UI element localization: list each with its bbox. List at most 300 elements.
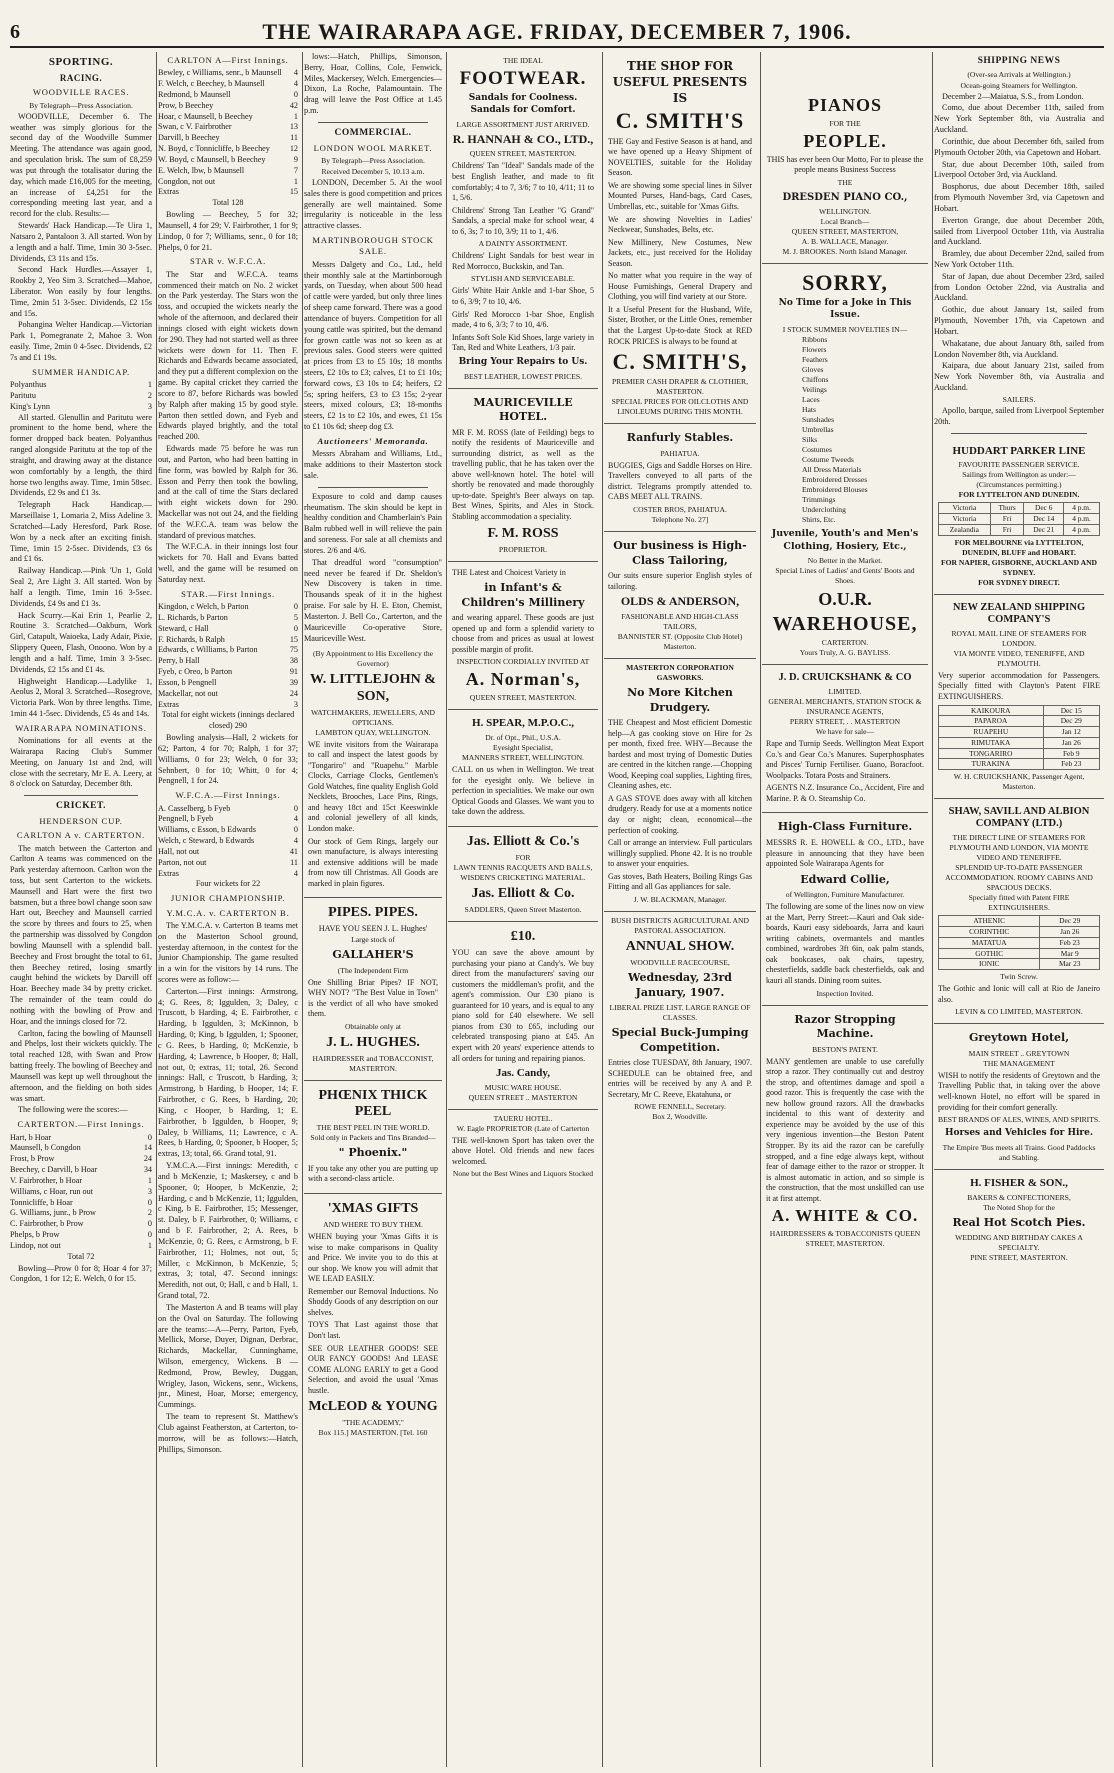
- ad-line: Juvenile, Youth's and Men's Clothing, Hosiery, Etc.,: [771, 528, 919, 552]
- ad-text: WE invite visitors from the Wairarapa to call and inspect the latest goods by "Tongariro" and "Ruapehu." Marble Clocks, Carriage Clocks, Gentlemen's Gold Watches, fine quality English Gold Necklets, Brooches, Lace Pins, Rings, and heavy 18ct and 15ct Keeswinkle and colonial jewellery of all kinds, London make.: [308, 739, 438, 834]
- ad-line: FOR NAPIER, GISBORNE, AUCKLAND AND SYDNEY.: [940, 557, 1098, 577]
- ad-hughes-pipes: [304, 898, 442, 1081]
- ad-headline: NEW ZEALAND SHIPPING COMPANY'S: [952, 601, 1086, 625]
- ad-headline: Razor Stropping Machine.: [794, 1012, 896, 1041]
- ad-line: (Circumstances permitting.): [976, 480, 1062, 490]
- ad-howell-furniture: [762, 813, 928, 1005]
- scorecard-heading: CARTERTON.—First Innings.: [17, 1119, 145, 1130]
- ad-line: FOR LYTTELTON AND DUNEDIN.: [958, 490, 1080, 500]
- ad-headline: H. SPEAR, M.P.O.C.,: [472, 717, 574, 730]
- ad-line: THE BEST PEEL IN THE WORLD.: [316, 1123, 430, 1133]
- paragraph: Telegraph Hack Handicap.—Marseillaise 1, Lomaria 2, Miss Adeline 3. Scratched—Lady Heresford, Park Rose. Won by a neck after an exciting finish. Time, 1min 15 2-5sec. Dividends, £3 6s and £1 6s.: [10, 500, 152, 564]
- paragraph: The Y.M.C.A. v. Carterton B teams met on the Masterton School ground, yesterday afternoon, in the contest for the Junior Championship. The game resulted in a win for the visitors by 14 runs. The scores were as follow:—: [158, 920, 298, 984]
- ad-text: It a Useful Present for the Husband, Wife, Sister, Brother, or the Little Ones, remember that the Largest Up-to-date Stock at RED ROCK PRICES is always to be found at: [608, 304, 752, 346]
- score-row: Steward, c Hall 0: [158, 623, 298, 633]
- table-row: CORINTHIC Jan 26: [939, 927, 1100, 938]
- ad-line: INSPECTION CORDIALLY INVITED AT: [456, 657, 590, 667]
- column-ads-a: [448, 52, 603, 1767]
- paragraph: Y.M.C.A.—First innings: Meredith, c and b McKenzie, 1; Maskersey, c and b Spooner, 0; Hooper, b McKenzie, 2; Harding, c and b McKenzie, 11; Iggulden, c King, b E. Fairbrother, 15; Messenger, st. Daley, b F. Fairbrother, 0; Williams, c and b F. Fairbrother, 2; A. Rees, b McKenzie, 0; G. Rees, c Armstrong, b F. Fairbrother, 11; Holmes, not out, 5; Miller, c McKinnon, b McKenzie, 5; extras, 3; total, 47. Second innings: Meredith, not out, 0; Hall, c and b Hall, 1. Grand total, 72.: [158, 1161, 298, 1301]
- ad-headline: HUDDART PARKER LINE: [952, 444, 1086, 457]
- scorecard: [10, 1133, 152, 1252]
- ad-line: PAHIATUA.: [660, 448, 700, 458]
- ad-text: TOYS That Last against those that Don't last.: [308, 1320, 438, 1340]
- ad-line: HAIRDRESSER and TOBACCONIST, MASTERTON.: [312, 1054, 434, 1074]
- score-row: C. Fairbrother, b Prow 0: [10, 1219, 152, 1229]
- ad-text: The Gothic and Ionic will call at Rio de Janeiro also.: [938, 984, 1100, 1004]
- ad-line: THE IDEAL: [503, 56, 543, 65]
- ad-text: YOU can save the above amount by purchasing your piano at Candy's. We buy direct from the manufacturers' saving our customers the middleman's profit, and the agent's commission. Our £30 piano is guaranteed for 10 years, and is equal to any piano sold for £40 elsewhere. We sell pianos from £30 to £65, including our celebrated transposing piano at £45. An expert with 20 years' experience attends to all orders for tuning and repairing pianos.: [452, 948, 594, 1063]
- paragraph: Nominations for all events at the Wairarapa Racing Club's Summer Meeting, on January 1st and 2nd, will close with the secretary, Mr E. A. Leery, at 8 o'clock on Saturday, December 8th.: [10, 736, 152, 789]
- ad-headline: High-Class Furniture.: [777, 820, 913, 834]
- ad-headline: Greytown Hotel,: [968, 1031, 1070, 1045]
- results-list: [10, 380, 152, 412]
- list-item: Shirts, Etc.: [802, 515, 836, 525]
- paragraph: Corinthic, due about December 6th, sailed from Plymouth October 20th, via Capetown and Hobart.: [934, 136, 1104, 157]
- ad-line: FAVOURITE PASSENGER SERVICE.: [958, 460, 1080, 470]
- article-subtitle: SUMMER HANDICAP.: [32, 366, 130, 377]
- ad-line: WOODVILLE RACECOURSE,: [630, 958, 730, 967]
- ad-line: BAKERS & CONFECTIONERS,: [967, 1192, 1071, 1202]
- page-number: 6: [10, 20, 20, 43]
- scorecard: [158, 602, 298, 710]
- ad-line: CARTERTON.: [821, 638, 869, 648]
- ad-smith-presents: [604, 52, 756, 424]
- section-heading-shipping: SHIPPING NEWS: [977, 56, 1061, 66]
- paragraph: December 2—Maiatua, S.S., from London.: [942, 91, 1084, 101]
- ad-line: No Time for a Joke in This Issue.: [778, 298, 912, 321]
- list-item: Hats: [802, 405, 816, 415]
- ad-line: LIBERAL PRIZE LIST. LARGE RANGE OF CLASSES.: [609, 1003, 751, 1023]
- score-row: Frost, b Prow 24: [10, 1154, 152, 1164]
- ad-headline: in Infant's & Children's Millinery: [461, 581, 585, 609]
- score-row: N. Boyd, c Tonnicliffe, b Beechey 12: [158, 144, 298, 154]
- ad-olds-anderson: [604, 532, 756, 659]
- ad-headline: Jas. Elliott & Co.: [471, 885, 575, 901]
- article-title: JUNIOR CHAMPIONSHIP.: [170, 893, 286, 904]
- list-item: Flowers: [802, 344, 827, 354]
- paragraph: Messrs Abraham and Williams, Ltd., make additions to their Masterton stock sale.: [304, 449, 442, 480]
- ad-headline: WAREHOUSE,: [772, 613, 918, 636]
- table-row: ATHENIC Dec 29: [939, 916, 1100, 927]
- score-row: Welch, c Steward, b Edwards 4: [158, 836, 298, 846]
- table-row: Victoria Thurs Dec 6 4 p.m.: [939, 503, 1100, 514]
- paragraph: Stewards' Hack Handicap.—Te Uira 1, Natsaro 2, Pantaloon 3. All started. Won by a length and a half. Time, 1min 30 3-5sec. Dividends, £3 11s and 15s.: [10, 221, 152, 263]
- ad-line: W. Eagle PROPRIETOR (Late of Carterton: [456, 1123, 590, 1133]
- score-row: Edwards, c Williams, b Parton 75: [158, 645, 298, 655]
- ad-greytown-hotel: [934, 1024, 1104, 1170]
- ad-text: Infants Soft Sole Kid Shoes, large variety in Tan, Red and White Leathers, 1/3 pair.: [452, 332, 594, 353]
- ad-text: Our stock of Gem Rings, largely our own manufacture, is always interesting and extensive additions will be made from now till Christmas. All Goods are marked in plain figures.: [308, 836, 438, 888]
- ad-line: FOR: [515, 852, 531, 862]
- paragraph: Bramley, due about December 22nd, sailed from New York October 11th.: [934, 249, 1104, 269]
- score-total: Total 128: [212, 198, 244, 208]
- ad-headline: J. D. CRUICKSHANK & CO: [778, 672, 912, 684]
- article-title: WOODVILLE RACES.: [32, 87, 130, 98]
- table-row: PAPAROA Dec 29: [939, 716, 1100, 727]
- ad-line: Inspection Invited.: [816, 988, 874, 998]
- steamers-table: [938, 915, 1100, 970]
- ad-line: LAMBTON QUAY, WELLINGTON.: [315, 727, 431, 737]
- paragraph: The following were the scores:—: [18, 1105, 128, 1115]
- result-row: Polyanthus 1: [10, 380, 152, 390]
- table-row: IONIC Mar 23: [939, 959, 1100, 970]
- ad-ranfurly-stables: [604, 424, 756, 532]
- score-row: Perry, b Hall 38: [158, 656, 298, 666]
- ad-headline: SHAW, SAVILL AND ALBION COMPANY (LTD.): [948, 806, 1090, 830]
- score-total: Total for eight wickets (innings declared closed) 290: [161, 710, 295, 731]
- ad-line: MAIN STREET .. GREYTOWN: [968, 1048, 1070, 1058]
- article-title: LONDON WOOL MARKET.: [313, 142, 433, 153]
- score-row: F. Richards, b Ralph 15: [158, 634, 298, 644]
- ad-line: No Better in the Market.: [807, 556, 883, 566]
- list-item: Umbrellas: [802, 425, 834, 435]
- ad-line: We have for sale—: [815, 727, 875, 737]
- ad-headline: ANNUAL SHOW.: [625, 938, 735, 954]
- steamers-table: [938, 705, 1100, 771]
- ad-line: Sold only in Packets and Tins Branded—: [310, 1133, 436, 1143]
- table-row: GOTHIC Mar 9: [939, 948, 1100, 959]
- ad-text: We are showing Novelties in Ladies' Neckwear, Sunshades, Belts, etc.: [608, 214, 752, 235]
- score-row: Hall, not out 41: [158, 846, 298, 856]
- list-item: Embroidered Blouses: [802, 485, 868, 495]
- ad-text: THE Cheapest and Most efficient Domestic help—A gas cooking stove on Hire for 2s per month, fixed free. WHY—Because the hardest and most trying of Domestic Duties are centred in the kitchen range.—Chopping Wood, Keeping coal supplies, Lighting fires, Cleaning ashes, etc.: [608, 718, 752, 791]
- result-row: Paritutu 2: [10, 390, 152, 400]
- sailings-table: [938, 502, 1100, 535]
- ad-headline: Jas. Elliott & Co.'s: [466, 833, 580, 849]
- ad-headline: W. LITTLEJOHN & SON,: [310, 672, 436, 704]
- ad-text: Gas stoves, Bath Heaters, Boiling Rings Gas Fitting and all Gas appliances for sale.: [608, 871, 752, 892]
- paragraph: Bowling — Beechey, 5 for 32; Maunsell, 4 for 29; V. Fairbrother, 1 for 9; Lindop, 0 for 7; Williams, senr., 0 for 18; Phelps, 0 for 21.: [158, 210, 298, 252]
- list-item: Chiffons: [802, 375, 829, 384]
- ad-line: The Noted Shop for the: [983, 1202, 1055, 1212]
- ad-shaw-savill: [934, 799, 1104, 1024]
- ad-text: Girls' Red Morocco 1-bar Shoe, English made, 4 to 6, 3/3; 7 to 10, 4/6.: [452, 309, 594, 330]
- score-row: Swan, c V. Fairbrother 13: [158, 122, 298, 132]
- ad-dresden-pianos: [762, 52, 928, 264]
- ad-line: STYLISH AND SERVICEABLE.: [471, 274, 575, 284]
- column-ads-b: [604, 52, 761, 1767]
- paragraph: Bosphorus, due about December 18th, sailed from Plymouth November 3rd, via Capetown and Hobart.: [934, 182, 1104, 213]
- ad-headline: C. SMITH'S,: [612, 349, 748, 375]
- paragraph: WOODVILLE, December 6. The weather was simply glorious for the second day of the Woodville Summer Meeting. The attendance was again good, and speculation brisk. The sum of £8,259 was put through the totalisator during the day, which made £16,005 for the meeting, an increase of £4,251 for the corresponding meeting last year, and a record for the club. Results:—: [10, 111, 152, 219]
- ad-line: SPECIAL PRICES FOR OILCLOTHS AND LINOLEUMS DURING THIS MONTH.: [611, 397, 749, 417]
- ad-line: ROYAL MAIL LINE OF STEAMERS FOR LONDON.: [951, 628, 1087, 648]
- ad-headline: OLDS & ANDERSON,: [620, 594, 740, 609]
- paragraph: The Masterton A and B teams will play on the Oval on Saturday. The following are the teams:—A—Perry, Parton, Fyeb, Mellick, Morse, Duyer, Dignan, Derbrac, Richards, Mackellar, Cunninghame, Wilson, emergency, Wickens. B — Redmond, Prow, Bewley, Duggan, Wrigley, Jason, Wickens, senr., Wickens, jnr., Minest, Hoar, Morse; emergency, Cummings.: [158, 1302, 298, 1410]
- ad-line: COSTER BROS, PAHIATUA.: [633, 505, 727, 515]
- dateline: Received December 5, 10.13 a.m.: [321, 166, 425, 176]
- ad-line: Telephone No. 27]: [651, 515, 709, 525]
- ad-text: Remember our Removal Inductions. No Shoddy Goods of any description on our shelves.: [308, 1286, 438, 1317]
- ad-line: TAUERU HOTEL.: [493, 1113, 553, 1123]
- ad-line: BESTON'S PATENT.: [812, 1044, 878, 1054]
- score-row: Beechey, c Darvill, b Hoar 34: [10, 1165, 152, 1175]
- ad-line: (The Independent Firm: [337, 965, 409, 975]
- score-row: V. Fairbrother, b Hoar 1: [10, 1175, 152, 1185]
- score-row: Lindop, not out 1: [10, 1240, 152, 1250]
- ad-line: BEST LEATHER, LOWEST PRICES.: [463, 371, 583, 381]
- score-total: Total 72: [67, 1251, 95, 1261]
- score-row: Pengnell, b Fyeb 4: [158, 814, 298, 824]
- ad-text: A GAS STOVE does away with all kitchen drudgery. Ready for use at a moments notice day or night; clean, economical—the perfection of cooking.: [608, 793, 752, 835]
- score-row: G. Williams, junr., b Prow 2: [10, 1208, 152, 1218]
- ad-line: Eyesight Specialist,: [493, 742, 553, 752]
- column-cricket-scores: [158, 52, 303, 1767]
- ad-headline: " Phoenix.": [338, 1146, 408, 1160]
- ad-line: Dr. of Opt., Phil., U.S.A.: [485, 732, 561, 742]
- ad-line: AND WHERE TO BUY THEM.: [323, 1220, 423, 1230]
- paragraph: Second Hack Hurdles.—Assayer 1, Rookby 2, Yeo Sim 3. Scratched—Mahoe, Liberator. Won easily by four lengths. Time, 2min 51 3-5sec. Dividends, £2 15s and 15s.: [10, 265, 152, 318]
- column-ads-c: [762, 52, 933, 1767]
- ad-headline: A. Norman's,: [465, 669, 581, 690]
- ad-text: WISH to notify the residents of Greytown and the Travelling Public that, in taking over the above well-known Hotel, no effort will be spared in providing for their comfort generally.: [938, 1070, 1100, 1112]
- ad-headline: J. L. HUGHES.: [326, 1034, 420, 1050]
- paragraph: Exposure to cold and damp causes rheumatism. The skin should be kept in healthy condition and Chamberlain's Pain Balm rubbed well in will relieve the pain and soreness. For sale at all chemists and stores. 2/6 and 4/6.: [304, 491, 442, 555]
- score-row: Congdon, not out 1: [158, 176, 298, 186]
- list-item: Ribbons: [802, 334, 828, 344]
- ad-headline: 'XMAS GIFTS: [327, 1200, 419, 1216]
- ad-headline: R. HANNAH & CO., LTD.,: [452, 131, 594, 146]
- paragraph: LONDON, December 5. At the wool sales there is good competition and prices generally are well maintained. Some irregularity is noticeable in the less attractive classes.: [304, 177, 442, 231]
- ad-headline: GALLAHER'S: [332, 948, 414, 962]
- ad-line: QUEEN STREET, MASTERTON.: [469, 149, 577, 159]
- score-row: Tonnicliffe, b Hoar 0: [10, 1197, 152, 1207]
- ad-line: Special Lines of Ladies' and Gents' Boots and Shoes.: [775, 566, 915, 586]
- ad-spear-optician: [448, 710, 598, 826]
- ad-huddart-parker: [934, 438, 1104, 595]
- score-row: Extras 15: [158, 187, 298, 197]
- ad-line: PROPRIETOR.: [498, 544, 548, 554]
- paragraph: Star, due about December 10th, sailed from Liverpool October 3rd, via Auckland.: [934, 159, 1104, 180]
- ad-headline: Edward Collie,: [800, 872, 890, 886]
- paragraph: Hack Scurry.—Kai Erin 1, Pearlie 2, Routine 3. Scratched—Oakburn, Work Girl, Catapult, Waioeka, Lady Adair, Pixie, Slippery Queen, Flash, Onoono. Won by a length and a half. Time, 1min 3 3-5sec. Dividends, £2 15s and £1 4s.: [10, 610, 152, 674]
- ad-headline: F. M. ROSS: [487, 525, 559, 541]
- ad-text: THE well-known Sport has taken over the above Hotel. Old friends and new faces welcomed.: [452, 1135, 594, 1166]
- ad-line: BUSH DISTRICTS AGRICULTURAL AND PASTORAL ASSOCIATION.: [610, 915, 750, 935]
- ad-line: FOR THE: [829, 118, 861, 128]
- ad-headline: C. SMITH'S: [615, 108, 745, 134]
- ad-text: THIS has ever been Our Motto, For to please the people means Business Success: [766, 154, 924, 175]
- ad-annual-show: [604, 912, 756, 1128]
- ad-line: VIA MONTE VIDEO, TENERIFFE, AND PLYMOUTH.: [953, 648, 1085, 668]
- ad-text: THE Latest and Choicest Variety in: [452, 567, 566, 577]
- section-heading-cricket: CRICKET.: [55, 801, 106, 812]
- section-heading-sporting: SPORTING.: [48, 56, 114, 68]
- ad-our-warehouse: [762, 264, 928, 665]
- paragraph: Gothic, due about January 1st, sailed from Plymouth, November 17th, via Capetown and Hobart.: [934, 305, 1104, 336]
- paragraph: The Star and W.F.C.A. teams commenced their match on No. 2 wicket on the Park yesterday. The Stars won the toss, and occupied the wickets nearly the whole of the afternoon, and declared their innings closed with eight wickets down for 290. They had not started well as three wickets were down for 11. Then F. Richards and Edwards became associated, and they put a different complexion on the game. By capital cricket they carried the score to 87, before Richards was bowled by Ralph after making 15 by good style. Parton then settled down, and Fyeb and Edwards played brightly, and the total reached 200.: [158, 269, 298, 442]
- score-row: Williams, c Hoar, run out 3: [10, 1186, 152, 1196]
- ad-line: MASTERTON CORPORATION GASWORKS.: [626, 663, 734, 683]
- score-row: Hoar, c Maunsell, b Beechey 1: [158, 111, 298, 121]
- ad-text: New Millinery, New Costumes, New Jackets, etc., just received for the Holiday Season.: [608, 237, 752, 268]
- ad-line: M. J. BROOKES. North Island Manager.: [782, 246, 908, 256]
- ad-text: BUGGIES, Gigs and Saddle Horses on Hire. Travellers conveyed to all parts of the district. Telegrams promptly attended to. CABS MEET ALL TRAINS.: [608, 460, 752, 502]
- paragraph: That dreadful word "consumption" need never be feared if Dr. Sheldon's New Discovery is taken in time. Thousands speak of it in the highest praise. For sale by H. E. Eton, Chemist, Masterton. J. Bell Co., Carterton, and the Mauriceville Co-operative Store, Mauriceville West.: [304, 557, 442, 643]
- ad-line: A. B. WALLACE, Manager.: [801, 236, 889, 246]
- ad-headline: A. WHITE & CO.: [771, 1206, 919, 1226]
- ad-line: LAWN TENNIS RACQUETS AND BALLS,: [453, 862, 593, 872]
- ad-line: None but the Best Wines and Liquors Stocked: [452, 1169, 594, 1179]
- list-item: Silks: [802, 435, 818, 445]
- ad-line: I STOCK SUMMER NOVELTIES IN—: [782, 324, 908, 334]
- list-item: Embroidered Dresses: [802, 475, 868, 485]
- byline: By Telegraph—Press Association.: [29, 100, 133, 110]
- ad-text: We are showing some special lines in Silver Mounted Purses, Hand-bags, Card Cases, Umbrellas, etc., suitable for 'Xmas Gifts.: [608, 180, 752, 211]
- ad-headline: PHŒNIX THICK PEEL: [318, 1088, 428, 1120]
- ad-headline: PIANOS: [807, 95, 882, 115]
- ad-line: MUSIC WARE HOUSE.: [484, 1082, 562, 1092]
- ad-elliott: [448, 827, 598, 922]
- paragraph: Whakatane, due about January 8th, sailed from London November 8th, via Auckland.: [934, 338, 1104, 359]
- paragraph: Bowling analysis—Hall, 2 wickets for 62; Parton, 4 for 70; Ralph, 1 for 37; Williams, 0 for 23; Welch, 0 for 33; Sehnbert, 0 for 10; Whitt, 0 for 4; Pengnell, 1 for 24.: [158, 733, 298, 786]
- ad-text: and wearing apparel. These goods are just opened up and form a splendid variety to choose from and prices as usual at lowest possible margin of profit.: [452, 613, 594, 654]
- ad-phoenix-peel: [304, 1081, 442, 1194]
- ad-line: WELLINGTON.: [819, 206, 871, 216]
- ad-text: Childrens' Light Sandals for best wear in Red Morrocco, Buckskin, and Tan.: [452, 251, 594, 271]
- ad-text: If you take any other you are putting up with a second-class article.: [308, 1163, 438, 1184]
- ad-text: Childrens' Strong Tan Leather "G Grand" Sandals, a special make for school wear, 4 to 6, 3s; 7 to 10, 3/9; 11 to 1, 4/6.: [452, 205, 594, 236]
- article-subtitle: Y.M.C.A. v. CARTERTON B.: [166, 907, 290, 918]
- ad-line: (By Appointment to His Excellency the Governor): [312, 649, 433, 669]
- score-total: Four wickets for 22: [195, 879, 261, 889]
- article-title: MARTINBOROUGH STOCK SALE.: [312, 235, 434, 257]
- table-row: RIMUTAKA Jan 26: [939, 737, 1100, 748]
- ad-line: LARGE ASSORTMENT JUST ARRIVED.: [456, 119, 590, 129]
- ad-headline: H. FISHER & SON.,: [970, 1176, 1068, 1189]
- ad-line: J. W. BLACKMAN, Manager.: [633, 894, 727, 904]
- ad-text: The following are some of the lines now on view at the Mart, Perry Street:—Kauri and Oak side-boards, Kauri easy sideboards, Jarra and kauri writing cabinets, overmantels and mantles combined, wardrobes 3ft 6in, oak palm stands, oak bookcases, oak chairs, tapestry, chesterfields, saddle back chesterfields, oak and kauri all stands. Dining room suites.: [766, 902, 924, 985]
- column-shipping: [934, 52, 1104, 1767]
- ad-text: Childrens' Tan "Ideal" Sandals made of the best English leather, and made to fit comfortably; 4 to 7, 3/6; 7 to 10, 4/11; 11 to 1, 5/6.: [452, 161, 594, 203]
- paragraph: Carlton, facing the bowling of Maunsell and Phelps, lost their wickets quickly. The total reached 128, with Swan and Prow batting freely. The bowling of Beechey and Maunsell was kept up well throughout the afternoon, and the fielding on both sides was smart.: [10, 1028, 152, 1103]
- ad-text: THE Gay and Festive Season is at hand, and we have opened up a Heavy Shipment of NOVELTIES, suitable for the Holiday Season.: [608, 136, 752, 178]
- paragraph: The team to represent St. Matthew's Club against Featherston, at Carterton, to-morrow, will be as follows:—Hatch, Phillips, Simonson.: [158, 1412, 298, 1454]
- ad-text: AGENTS N.Z. Insurance Co., Accident, Fire and Marine. P. & O. Steamship Co.: [766, 783, 924, 803]
- column-sporting: [10, 52, 157, 1767]
- ad-line: THE DIRECT LINE OF STEAMERS FOR PLYMOUTH AND LONDON, VIA MONTE VIDEO AND TENERIFFE.: [949, 833, 1089, 863]
- ad-line: Box 2, Woodville.: [652, 1112, 708, 1122]
- ad-line: of Wellington, Furniture Manufacturer.: [785, 890, 905, 900]
- ad-line: HAIRDRESSERS & TOBACCONISTS QUEEN STREET, MASTERTON.: [769, 1228, 921, 1248]
- ad-mauriceville-hotel: [448, 389, 598, 562]
- score-row: Maunsell, b Congdon 14: [10, 1143, 152, 1153]
- scorecard-heading: STAR.—First Innings.: [181, 588, 275, 599]
- score-row: Extras 3: [158, 699, 298, 709]
- list-item: Costumes: [802, 445, 832, 455]
- ad-text: CALL on us when in Wellington. We treat for the eyesight only. We believe in perfection in specialities. We make our own Optical Goods and Glasses. We want you to take down the address.: [452, 764, 594, 817]
- ad-line: FOR MELBOURNE via LYTTELTON, DUNEDIN, BLUFF and HOBART.: [954, 537, 1084, 557]
- column-commercial: [304, 52, 447, 1767]
- table-row: TONGARIRO Feb 9: [939, 748, 1100, 759]
- paragraph: Bowling—Prow 0 for 8; Hoar 4 for 37; Congdon, 1 for 12; E. Welch, 0 for 15.: [10, 1263, 152, 1284]
- table-row: TURAKINA Feb 23: [939, 759, 1100, 770]
- score-row: Darvill, b Beechey 11: [158, 133, 298, 143]
- score-row: Esson, b Pengnell 39: [158, 677, 298, 687]
- list-item: Veilings: [802, 385, 827, 395]
- ad-line: PINE STREET, MASTERTON.: [970, 1253, 1068, 1263]
- ad-line: Large stock of: [351, 935, 395, 945]
- ad-text: Very superior accommodation for Passengers. Specially fitted with Clayton's Patent FIRE EXTINGUISHERS.: [938, 670, 1100, 701]
- article-subtitle: CARLTON A v. CARTERTON.: [16, 830, 146, 841]
- ad-line: Twin Screw.: [1000, 972, 1038, 982]
- ad-text: WHEN buying your 'Xmas Gifts it is wise to make comparisons in Quality and Price. We invite you to do this at our shop. We know you will admit that WE LEAD EASILY.: [308, 1232, 438, 1284]
- ad-headline: THE SHOP FOR USEFUL PRESENTS IS: [612, 59, 748, 105]
- ad-line: THE MANAGEMENT: [983, 1058, 1055, 1068]
- ad-line: BANNISTER ST. (Opposite Club Hotel) Masterton.: [617, 632, 743, 652]
- scorecard: [158, 804, 298, 880]
- ad-line: Local Branch—: [820, 216, 870, 226]
- score-row: Kingdon, c Welch, b Parton 0: [158, 602, 298, 612]
- ad-text: SEE OUR LEATHER GOODS! SEE OUR FANCY GOODS! And LEASE COME ALONG EARLY to get a Good Selection, and avoid the usual 'Xmas hustle.: [308, 1343, 438, 1395]
- score-row: Extras 4: [158, 868, 298, 878]
- ad-headline: O.U.R.: [818, 589, 872, 610]
- scorecard-heading: W.F.C.A.—First Innings.: [175, 790, 281, 801]
- ad-norman-millinery: [448, 562, 598, 711]
- paragraph: Star of Japan, due about December 23rd, sailed from London October 22nd, via Australia and Auckland.: [934, 271, 1104, 303]
- paragraph: Apollo, barque, sailed from Liverpool September 20th.: [934, 405, 1104, 426]
- ad-text: Call or arrange an interview. Full particulars willingly supplied. Phone 42. It is no trouble to answer your enquiries.: [608, 838, 752, 869]
- ad-headline: No More Kitchen Drudgery.: [627, 686, 733, 714]
- score-row: Phelps, b Prow 0: [10, 1230, 152, 1240]
- subheading: Ocean-going Steamers for Wellington.: [960, 80, 1078, 90]
- score-row: Williams, c Esson, b Edwards 0: [158, 825, 298, 835]
- ad-line: SPLENDID UP-TO-DATE PASSENGER ACCOMMODATION. ROOMY CABINS AND SPACIOUS DECKS.: [945, 863, 1093, 893]
- paragraph: Messrs Dalgety and Co., Ltd., held their monthly sale at the Martinborough yards, on Tuesday, when about 500 head of cattle were yarded, but only three lines of sheep came forward. There was a good attendance of buyers. Competition for all young cattle was spirited, but the demand for grown cattle was not so keen as at previous sales. Good steers were quitted at prices from £3 to £5 10s; 18 months steers, £2 10s to £3; calves, £1 to £1 10s; forward cows, £3 10s to £4; heifers, £2 5s; spring heifers, £3 to £3 15s; 2-year steers, mixed colours, £3; 18-months steers, £2 1s to £2 10s, and ewes, £1 15s to £1 10s 6d; sheep dog £3.: [304, 259, 442, 432]
- ad-line: The Empire 'Bus meets all Trains. Good Paddocks and Stabling.: [942, 1142, 1096, 1162]
- ad-line: Yours Truly, A. G. BAYLISS.: [799, 648, 891, 658]
- ad-headline: FOOTWEAR.: [459, 68, 587, 90]
- ad-line: PERRY STREET, . . MASTERTON: [789, 717, 901, 727]
- section-heading-commercial: COMMERCIAL.: [334, 127, 412, 138]
- scorecard-heading: CARLTON A—First Innings.: [167, 55, 289, 65]
- ad-line: GENERAL MERCHANTS, STATION STOCK & INSURANCE AGENTS,: [768, 697, 922, 717]
- newspaper-title: THE WAIRARAPA AGE. FRIDAY, DECEMBER 7, 1906.: [262, 19, 852, 44]
- ad-xmas-gifts: [304, 1194, 442, 1444]
- score-row: E. Welch, lbw, b Maunsell 7: [158, 165, 298, 175]
- ad-text: One Shilling Briar Pipes? IF NOT, WHY NOT? "The Best Value in Town" is the verdict of all who have smoked them.: [308, 977, 438, 1019]
- result-row: King's Lynn 3: [10, 401, 152, 411]
- article-title: STAR v. W.F.C.A.: [189, 256, 267, 267]
- ad-headline: Jas. Candy,: [495, 1067, 551, 1080]
- score-row: Parton, not out 11: [158, 857, 298, 867]
- list-item: Costume Tweeds: [802, 455, 854, 465]
- ad-line: PREMIER CASH DRAPER & CLOTHIER, MASTERTON.: [611, 377, 749, 397]
- ad-text: No matter what you require in the way of House Furnishings, General Drapery and Clothing, you will find variety at our Store.: [608, 271, 752, 302]
- ad-line: QUEEN STREET, MASTERTON,: [791, 226, 899, 236]
- paragraph: Railway Handicap.—Pink 'Un 1, Gold Seal 2, Are Light 3. All started. Won by half a length. Time, 1min 16 3-5sec. Dividends, £4 9s and £1 3s.: [10, 566, 152, 608]
- list-item: Gloves: [802, 364, 824, 374]
- paragraph: lows:—Hatch, Phillips, Simonson, Berry, Hoar, Collins, Cole, Fenwick, Miles, Mackersey, Welch. Emergencies—Dixon, La Roche, Palamountain. The drag will leave the Post Office at 1.45 p.m.: [304, 52, 442, 116]
- score-row: Bewley, c Williams, senr., b Maunsell 4: [158, 68, 298, 78]
- novelty-list: [766, 335, 924, 525]
- paragraph: The match between the Carterton and Carlton A teams was commenced on the Park yesterday afternoon. Carlton won the toss, but sent Carterton to the wickets. Maunsell and Hart were the first two batsmen, but a three bowl change soon saw Hart out, Beechey and Maunsell carried the score by threes and fours to 25, when the partnership was dissolved by Congdon bowling Maunsell with a splendid ball. Beechey and Frost brought the total to 61, then Beechey retired, losing smartly caught behind the wickets by Darvill off Hoar. Beechey made 34 by pretty cricket. The remainder of the team could do nothing with the bowling of Prow and Hoar, and the innings closed for 72.: [10, 843, 152, 1026]
- ad-headline: Wednesday, 23rd January, 1907.: [628, 971, 732, 999]
- ad-line: MANNERS STREET, WELLINGTON.: [462, 752, 584, 762]
- paragraph: Highweight Handicap.—Ladylike 1, Aeolus 2, Moral 3. Scratched—Rosegrove, Victoria Park. Won by three lengths. Time, 1min 44 1-5sec. Dividends, £5 4s and 14s.: [10, 676, 152, 718]
- ad-text: MR F. M. ROSS (late of Feilding) begs to notify the residents of Mauriceville and surrounding district, as well as the travelling public, that he has taken over the above well-known hotel. The hotel will shortly be renovated and made thoroughly up-to-date. Speight's Beer always on tap. Best Wines, Spirits, and Ales in Stock. Stabling accommodation a speciality.: [452, 427, 594, 522]
- ad-text: MESSRS R. E. HOWELL & CO., LTD., have pleasure in announcing that they have been appointed Sole Wairarapa Agents for: [766, 838, 924, 869]
- ad-line: ROWE FENNELL, Secretary.: [634, 1102, 726, 1112]
- ad-line: WATCHMAKERS, JEWELLERS, AND OPTICIANS.: [310, 707, 436, 727]
- paragraph: All started. Glenullin and Paritutu were prominent to the home bend, where the former dropped back beaten. Polyanthus ranged alongside Paritutu at the top of the straight, and drawing away at the distance won comfortably by a length, the third horse two lengths away. Time, 1min 58sec. Dividends, £2 9s and £1 3s.: [10, 412, 152, 498]
- score-row: Prow, b Beechey 42: [158, 100, 298, 110]
- ad-line: HAVE YOU SEEN J. L. Hughes': [318, 924, 428, 934]
- list-item: Trimmings: [802, 495, 836, 505]
- ad-headline: Our business is High-Class Tailoring,: [613, 539, 747, 567]
- ad-headline: MAURICEVILLE HOTEL.: [473, 395, 573, 424]
- ad-line: SADDLERS, Queen Street Masterton.: [464, 904, 582, 914]
